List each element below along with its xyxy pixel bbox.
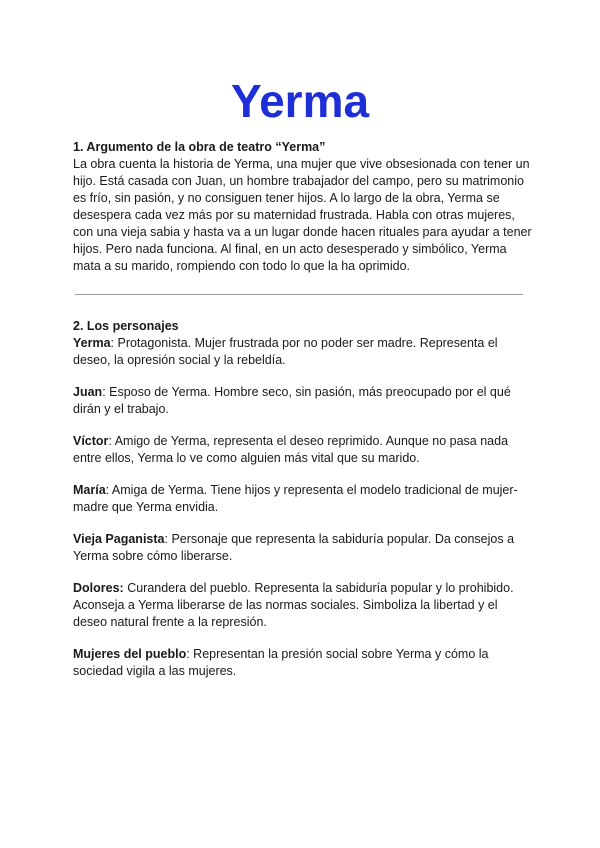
character-mujeres-del-pueblo <box>73 646 533 680</box>
section-argument-text: La obra cuenta la historia de Yerma, una mujer que vive obsesionada con tener un hijo. Está casada con Juan, un hombre trabajador del campo, pero su matrimonio es frío, sin pasión, y no consiguen tener hijos. A lo largo de la obra, Yerma se desespera cada vez más por su maternidad frustrada. Habla con otras mujeres, con una vieja sabia y hasta va a un lugar donde hacen rituales para ayudar a tener hijos. Pero nada funciona. Al final, en un acto desesperado y simbólico, Yerma mata a su marido, rompiendo con todo lo que la ha oprimido. <box>73 157 532 273</box>
character-description: Representan la presión social sobre Yerma y cómo la sociedad vigila a las mujeres. <box>73 647 489 678</box>
character-separator: : <box>108 434 115 448</box>
character-name: María <box>73 483 106 497</box>
character-description: Esposo de Yerma. Hombre seco, sin pasión, más preocupado por el qué dirán y el trabajo. <box>73 385 511 416</box>
character-separator: : <box>102 385 110 399</box>
character-description: Curandera del pueblo. Representa la sabiduría popular y lo prohibido. Aconseja a Yerma liberarse de las normas sociales. Simboliza la libertad y el deseo natural frente a la represión. <box>73 581 514 629</box>
character-separator: : <box>110 336 118 350</box>
character-name: Víctor <box>73 434 109 448</box>
character-name: Vieja Paganista <box>73 532 165 546</box>
character-description: Amiga de Yerma. Tiene hijos y representa el modelo tradicional de mujer-madre que Yerma envidia. <box>73 483 518 514</box>
section-characters <box>73 318 533 695</box>
character-description: Personaje que representa la sabiduría popular. Da consejos a Yerma sobre cómo liberarse. <box>73 532 515 563</box>
section-argument <box>73 139 533 275</box>
section-argument-heading: 1. Argumento de la obra de teatro “Yerma” <box>73 140 326 154</box>
character-juan <box>73 384 533 418</box>
section-characters-heading: 2. Los personajes <box>73 319 179 333</box>
character-separator: : <box>105 483 112 497</box>
character-name: Mujeres del pueblo <box>73 647 187 661</box>
character-name: Dolores: <box>73 581 124 595</box>
character-description: Protagonista. Mujer frustrada por no poder ser madre. Representa el deseo, la opresión social y la rebeldía. <box>73 336 498 367</box>
character-yerma <box>73 335 533 369</box>
character-separator: : <box>164 532 172 546</box>
character-name: Juan <box>73 385 103 399</box>
character-vieja-paganista <box>73 531 533 565</box>
character-maria <box>73 482 533 516</box>
character-name: Yerma <box>73 336 111 350</box>
character-separator: : <box>186 647 194 661</box>
character-dolores <box>73 580 533 631</box>
character-description: Amigo de Yerma, representa el deseo reprimido. Aunque no pasa nada entre ellos, Yerma lo ve como alguien más vital que su marido. <box>73 434 509 465</box>
document-title: Yerma <box>230 75 370 127</box>
horizontal-divider <box>75 294 523 295</box>
character-victor <box>73 433 533 467</box>
